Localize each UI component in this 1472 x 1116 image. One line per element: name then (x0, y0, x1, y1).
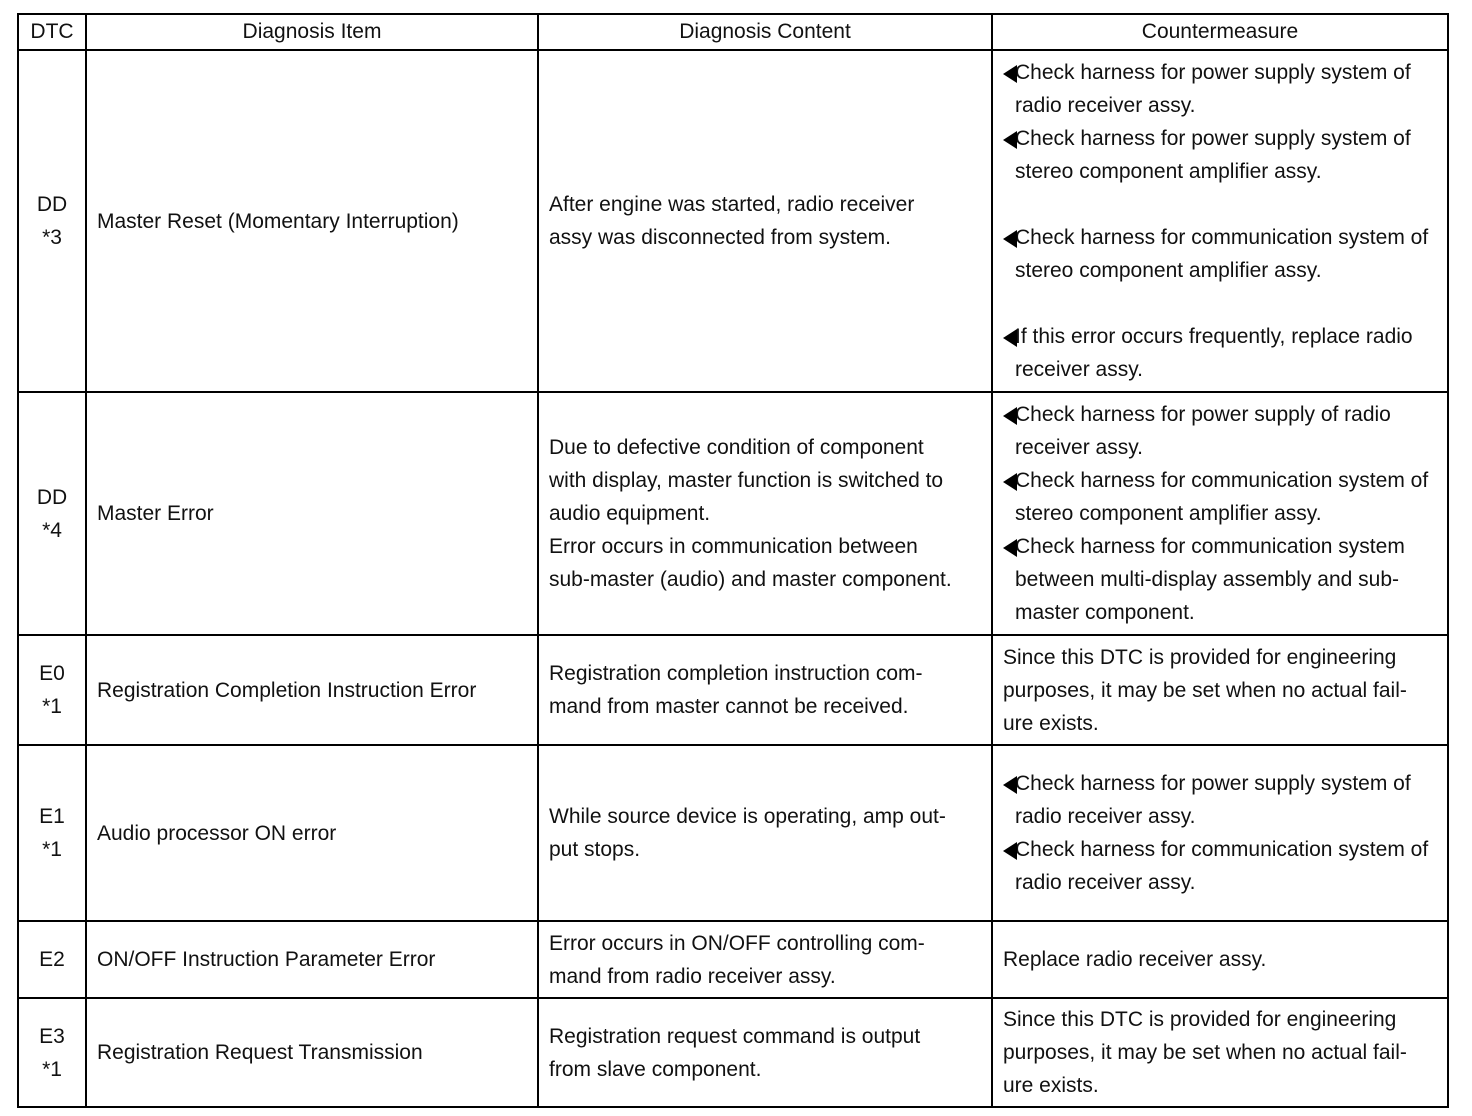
bullet-arrow-icon (1003, 776, 1017, 794)
countermeasure-text: If this error occurs frequently, replace radio receiver assy. (1015, 325, 1413, 381)
content-line: While source device is operating, amp out- (549, 805, 946, 828)
countermeasure-text: Check harness for communication system of stereo component amplifier assy. (1015, 226, 1429, 282)
diagnosis-item: Registration Request Transmission (86, 998, 538, 1107)
content-line: Registration completion instruction com- (549, 662, 923, 685)
dtc-note: *1 (42, 838, 62, 861)
diagnosis-item: Master Reset (Momentary Interruption) (86, 50, 538, 392)
dtc-code-cell (18, 50, 86, 392)
header-diagnosis-item: Diagnosis Item (86, 14, 538, 50)
table-row (18, 745, 1448, 921)
diagnosis-content (538, 392, 992, 635)
table-row (18, 392, 1448, 635)
countermeasure-item (1003, 398, 1437, 464)
countermeasure-text: Check harness for communication system between multi-display assembly and sub-master component. (1015, 535, 1405, 624)
countermeasure-line: purposes, it may be set when no actual fail- (1003, 678, 1407, 702)
content-line: with display, master function is switched to (549, 469, 944, 492)
diagnosis-item: Audio processor ON error (86, 745, 538, 921)
countermeasure-item (1003, 122, 1437, 188)
content-line: audio equipment. (549, 502, 711, 525)
table-row (18, 921, 1448, 998)
countermeasure-item (1003, 767, 1437, 833)
dtc-note: *4 (42, 518, 62, 542)
content-line: Error occurs in communication between (549, 535, 918, 558)
countermeasure-item (1003, 56, 1437, 122)
content-line: put stops. (549, 838, 641, 861)
countermeasure-cell (992, 745, 1448, 921)
countermeasure-line: ure exists. (1003, 1074, 1099, 1097)
content-line: After engine was started, radio receiver (549, 193, 915, 216)
bullet-arrow-icon (1003, 230, 1017, 248)
header-row (18, 14, 1448, 50)
countermeasure-line: ure exists. (1003, 711, 1099, 735)
countermeasure-cell (992, 635, 1448, 745)
countermeasure-line: purposes, it may be set when no actual fail- (1003, 1041, 1407, 1064)
dtc-code: DD (36, 193, 68, 216)
content-line: Due to defective condition of component (549, 436, 924, 459)
countermeasure-cell (992, 50, 1448, 392)
content-line: Registration request command is output (549, 1024, 921, 1048)
countermeasure-text: Check harness for power supply system of radio receiver assy. (1015, 61, 1411, 117)
countermeasure-text: Check harness for power supply system of radio receiver assy. (1015, 772, 1411, 828)
diagnosis-item: Registration Completion Instruction Error (86, 635, 538, 745)
diagnosis-content (538, 50, 992, 392)
diagnosis-item: ON/OFF Instruction Parameter Error (86, 921, 538, 998)
countermeasure-text: Check harness for power supply of radio receiver assy. (1015, 403, 1391, 459)
dtc-code: E0 (39, 662, 65, 685)
countermeasure-line: Since this DTC is provided for engineering (1003, 1008, 1397, 1031)
content-line: from slave component. (549, 1057, 762, 1081)
bullet-arrow-icon (1003, 473, 1017, 491)
countermeasure-cell (992, 921, 1448, 998)
countermeasure-text: Check harness for power supply system of stereo component amplifier assy. (1015, 127, 1411, 183)
header-dtc: DTC (18, 14, 86, 50)
dtc-note: *1 (42, 1057, 62, 1081)
content-line: sub-master (audio) and master component. (549, 568, 952, 591)
content-line: mand from radio receiver assy. (549, 964, 836, 988)
header-diagnosis-content: Diagnosis Content (538, 14, 992, 50)
dtc-table (17, 13, 1449, 1108)
dtc-code: E3 (39, 1024, 65, 1048)
dtc-code: DD (36, 485, 68, 509)
countermeasure-line: Since this DTC is provided for engineering (1003, 645, 1397, 669)
countermeasure-line: Replace radio receiver assy. (1003, 948, 1267, 971)
countermeasure-item (1003, 464, 1437, 530)
dtc-code-cell (18, 745, 86, 921)
dtc-code-cell (18, 392, 86, 635)
bullet-arrow-icon (1003, 65, 1017, 83)
dtc-code-cell (18, 635, 86, 745)
diagnosis-content (538, 635, 992, 745)
dtc-code: E1 (39, 805, 65, 828)
table-row (18, 998, 1448, 1107)
dtc-code: E2 (39, 948, 65, 971)
countermeasure-text: Check harness for communication system of stereo component amplifier assy. (1015, 469, 1429, 525)
countermeasure-item (1003, 530, 1437, 629)
bullet-arrow-icon (1003, 842, 1017, 860)
dtc-note: *1 (42, 695, 62, 718)
diagnosis-content (538, 998, 992, 1107)
countermeasure-cell (992, 998, 1448, 1107)
countermeasure-text: Check harness for communication system of radio receiver assy. (1015, 838, 1429, 894)
dtc-code-cell (18, 998, 86, 1107)
dtc-code-cell (18, 921, 86, 998)
diagnosis-content (538, 921, 992, 998)
content-line: mand from master cannot be received. (549, 695, 909, 718)
header-countermeasure: Countermeasure (992, 14, 1448, 50)
bullet-arrow-icon (1003, 329, 1017, 347)
content-line: assy was disconnected from system. (549, 226, 891, 249)
bullet-arrow-icon (1003, 407, 1017, 425)
bullet-arrow-icon (1003, 539, 1017, 557)
countermeasure-item (1003, 320, 1437, 386)
countermeasure-cell (992, 392, 1448, 635)
table-row (18, 635, 1448, 745)
dtc-note: *3 (42, 226, 62, 249)
countermeasure-item (1003, 221, 1437, 287)
countermeasure-item (1003, 833, 1437, 899)
bullet-arrow-icon (1003, 131, 1017, 149)
table-row (18, 50, 1448, 392)
diagnosis-content (538, 745, 992, 921)
diagnosis-item: Master Error (86, 392, 538, 635)
content-line: Error occurs in ON/OFF controlling com- (549, 931, 925, 955)
